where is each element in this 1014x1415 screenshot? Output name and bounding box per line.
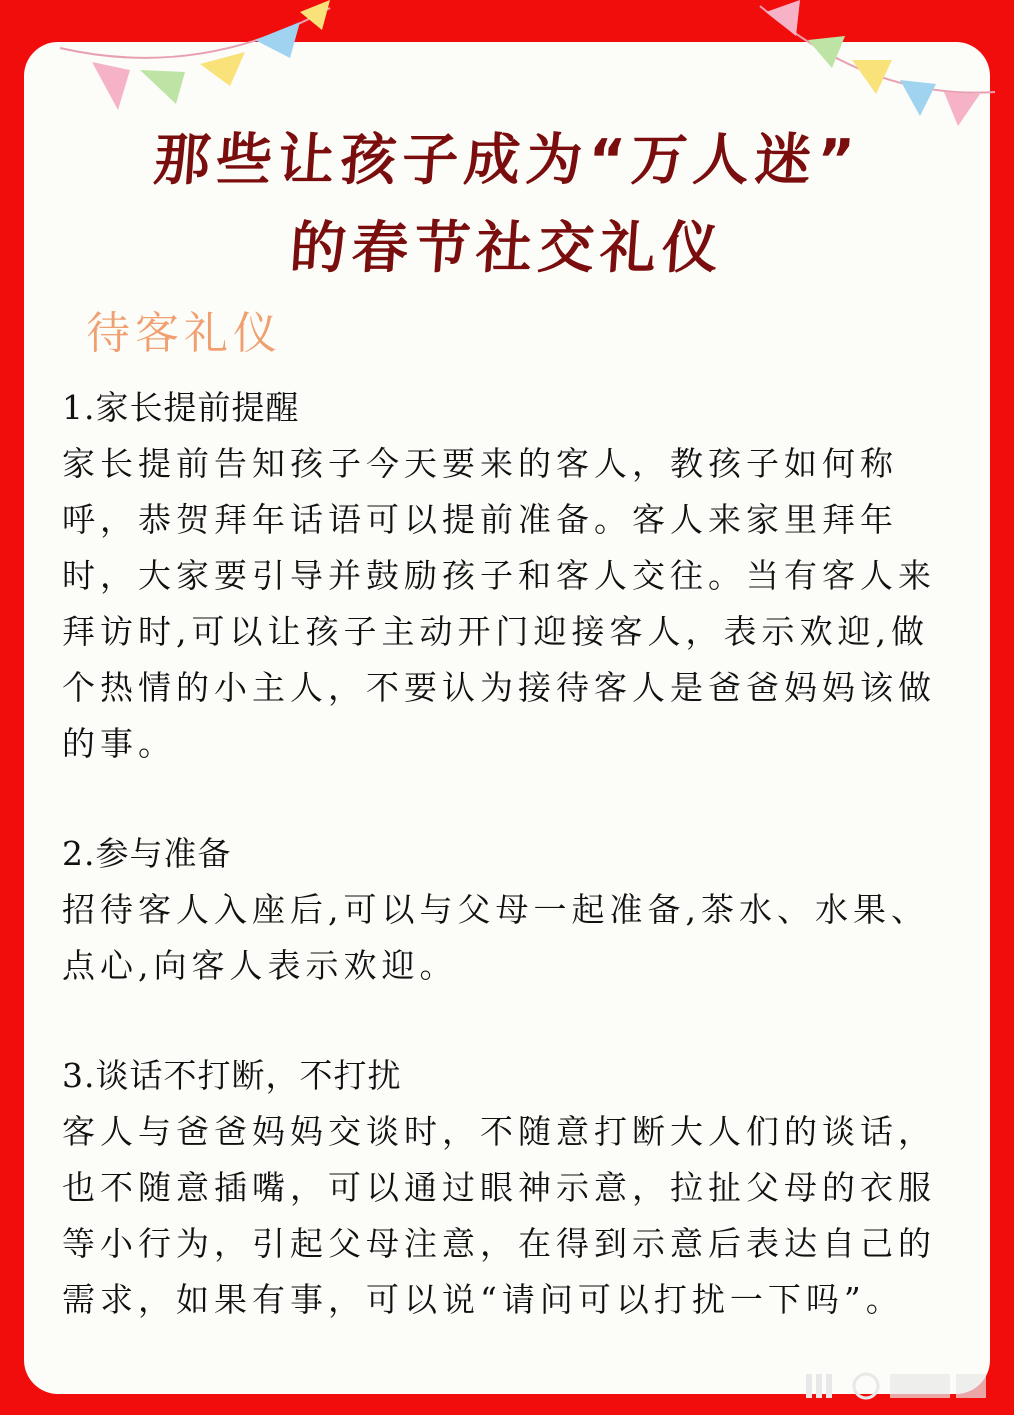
item-body: 家长提前告知孩子今天要来的客人，教孩子如何称呼，恭贺拜年话语可以提前准备。客人来家里拜年时，大家要引导并鼓励孩子和客人交往。当有客人来拜访时,可以让孩子主动开门迎接客人，表示欢迎,做个热情的小主人，不要认为接待客人是爸爸妈妈该做的事。 (62, 444, 936, 763)
list-item (62, 826, 952, 994)
item-title: 3.谈话不打断，不打扰 (62, 1056, 402, 1095)
item-body: 客人与爸爸妈妈交谈时，不随意打断大人们的谈话，也不随意插嘴，可以通过眼神示意，拉扯父母的衣服等小行为，引起父母注意，在得到示意后表达自己的需求，如果有事，可以说“请问可以打扰一下吗”。 (62, 1112, 936, 1319)
watermark-icon (806, 1368, 992, 1402)
section-heading: 待客礼仪 (86, 308, 282, 359)
list-item (62, 1048, 952, 1328)
list-item (62, 380, 952, 772)
page-title-line-2: 的春节社交礼仪 (287, 216, 727, 281)
item-title: 2.参与准备 (62, 834, 232, 873)
item-body: 招待客人入座后,可以与父母一起准备,茶水、水果、点心,向客人表示欢迎。 (62, 890, 929, 985)
item-title: 1.家长提前提醒 (62, 388, 300, 427)
page-title-line-1: 那些让孩子成为“万人迷” (151, 128, 863, 193)
